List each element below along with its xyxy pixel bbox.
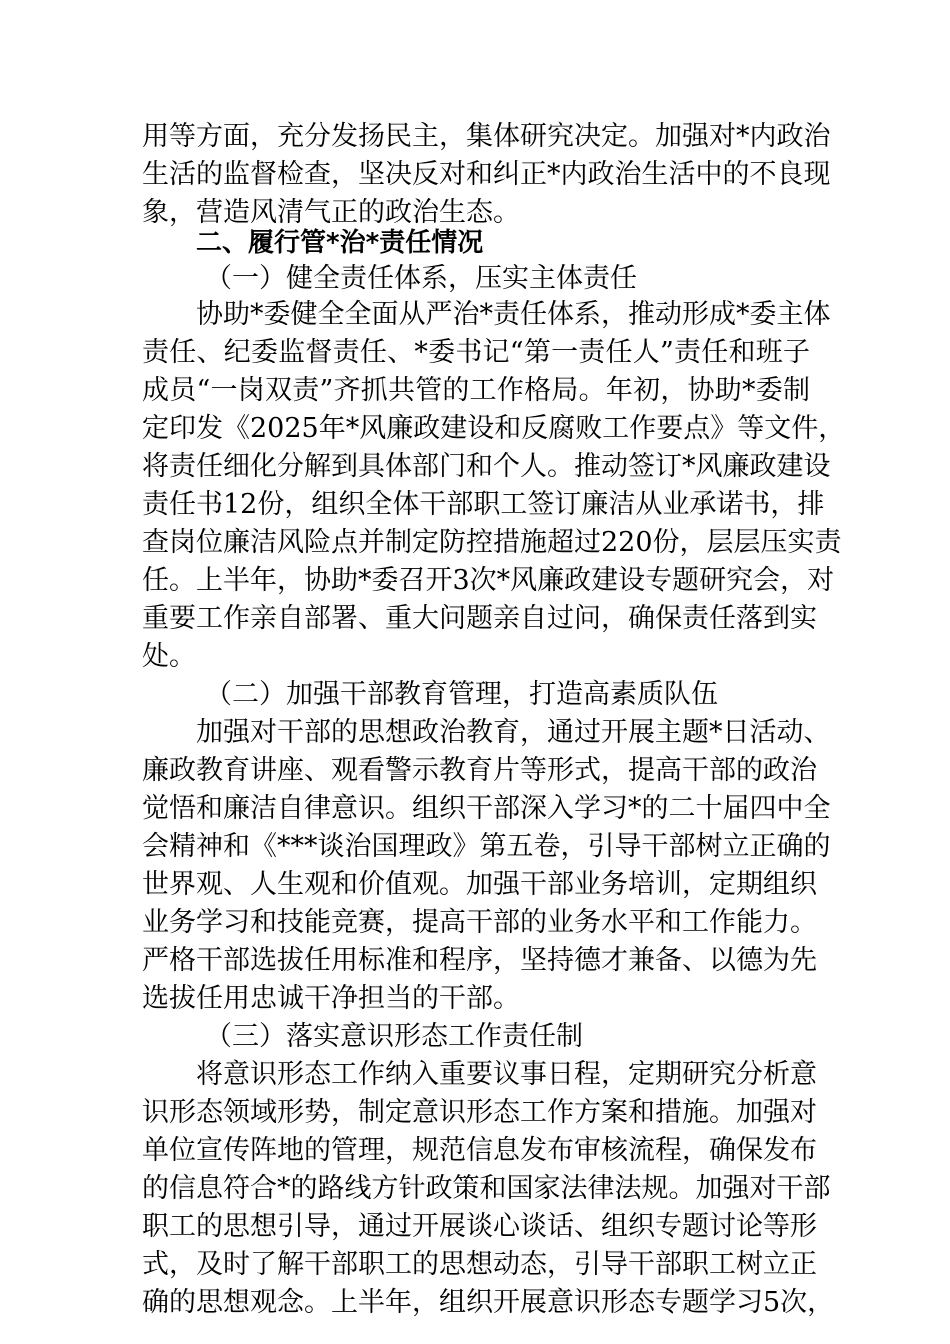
paragraph-line: 加强对干部的思想政治教育，通过开展主题*日活动、 [196,717,831,748]
paragraph-line: 用等方面，充分发扬民主，集体研究决定。加强对*内政治 [142,121,831,152]
paragraph-line: 确的思想观念。上半年，组织开展意识形态专题学习5次， [142,1287,835,1318]
paragraph-line: 世界观、人生观和价值观。加强干部业务培训，定期组织 [142,869,817,900]
paragraph-line: 象，营造风清气正的政治生态。 [142,197,520,228]
paragraph-line: 的信息符合*的路线方针政策和国家法律法规。加强对干部 [142,1173,831,1204]
paragraph-line: 责任书12份，组织全体干部职工签订廉洁从业承诺书，排 [142,489,825,520]
subsection-heading: （一）健全责任体系，压实主体责任 [205,263,637,294]
paragraph-line: 任。上半年，协助*委召开3次*风廉政建设专题研究会，对 [142,565,835,596]
paragraph-line: 成员“一岗双责”齐抓共管的工作格局。年初，协助*委制 [142,375,810,406]
paragraph-line: 觉悟和廉洁自律意识。组织干部深入学习*的二十届四中全 [142,793,831,824]
paragraph-line: 重要工作亲自部署、重大问题亲自过问，确保责任落到实 [142,603,817,634]
paragraph-line: 选拔任用忠诚干净担当的干部。 [142,983,520,1014]
paragraph-line: 业务学习和技能竞赛，提高干部的业务水平和工作能力。 [142,907,817,938]
paragraph-line: 处。 [142,641,196,672]
paragraph-line: 会精神和《***谈治国理政》第五卷，引导干部树立正确的 [142,831,831,862]
paragraph-line: 廉政教育讲座、观看警示教育片等形式，提高干部的政治 [142,755,817,786]
paragraph-line: 单位宣传阵地的管理，规范信息发布审核流程，确保发布 [142,1135,817,1166]
paragraph-line: 识形态领域形势，制定意识形态工作方案和措施。加强对 [142,1097,817,1128]
section-heading: 二、履行管*治*责任情况 [196,228,484,258]
paragraph-line: 职工的思想引导，通过开展谈心谈话、组织专题讨论等形 [142,1211,817,1242]
paragraph-line: 定印发《2025年*风廉政建设和反腐败工作要点》等文件， [142,413,846,444]
paragraph-line: 式，及时了解干部职工的思想动态，引导干部职工树立正 [142,1249,817,1280]
subsection-heading: （三）落实意识形态工作责任制 [205,1021,583,1052]
paragraph-line: 将责任细化分解到具体部门和个人。推动签订*风廉政建设 [142,451,831,482]
paragraph-line: 将意识形态工作纳入重要议事日程，定期研究分析意 [196,1059,817,1090]
paragraph-line: 责任、纪委监督责任、*委书记“第一责任人”责任和班子 [142,337,810,368]
paragraph-line: 严格干部选拔任用标准和程序，坚持德才兼备、以德为先 [142,945,817,976]
paragraph-line: 生活的监督检查，坚决反对和纠正*内政治生活中的不良现 [142,159,831,190]
paragraph-line: 查岗位廉洁风险点并制定防控措施超过220份，层层压实责 [142,527,842,558]
paragraph-line: 协助*委健全全面从严治*责任体系，推动形成*委主体 [196,299,831,330]
subsection-heading: （二）加强干部教育管理，打造高素质队伍 [205,679,718,710]
